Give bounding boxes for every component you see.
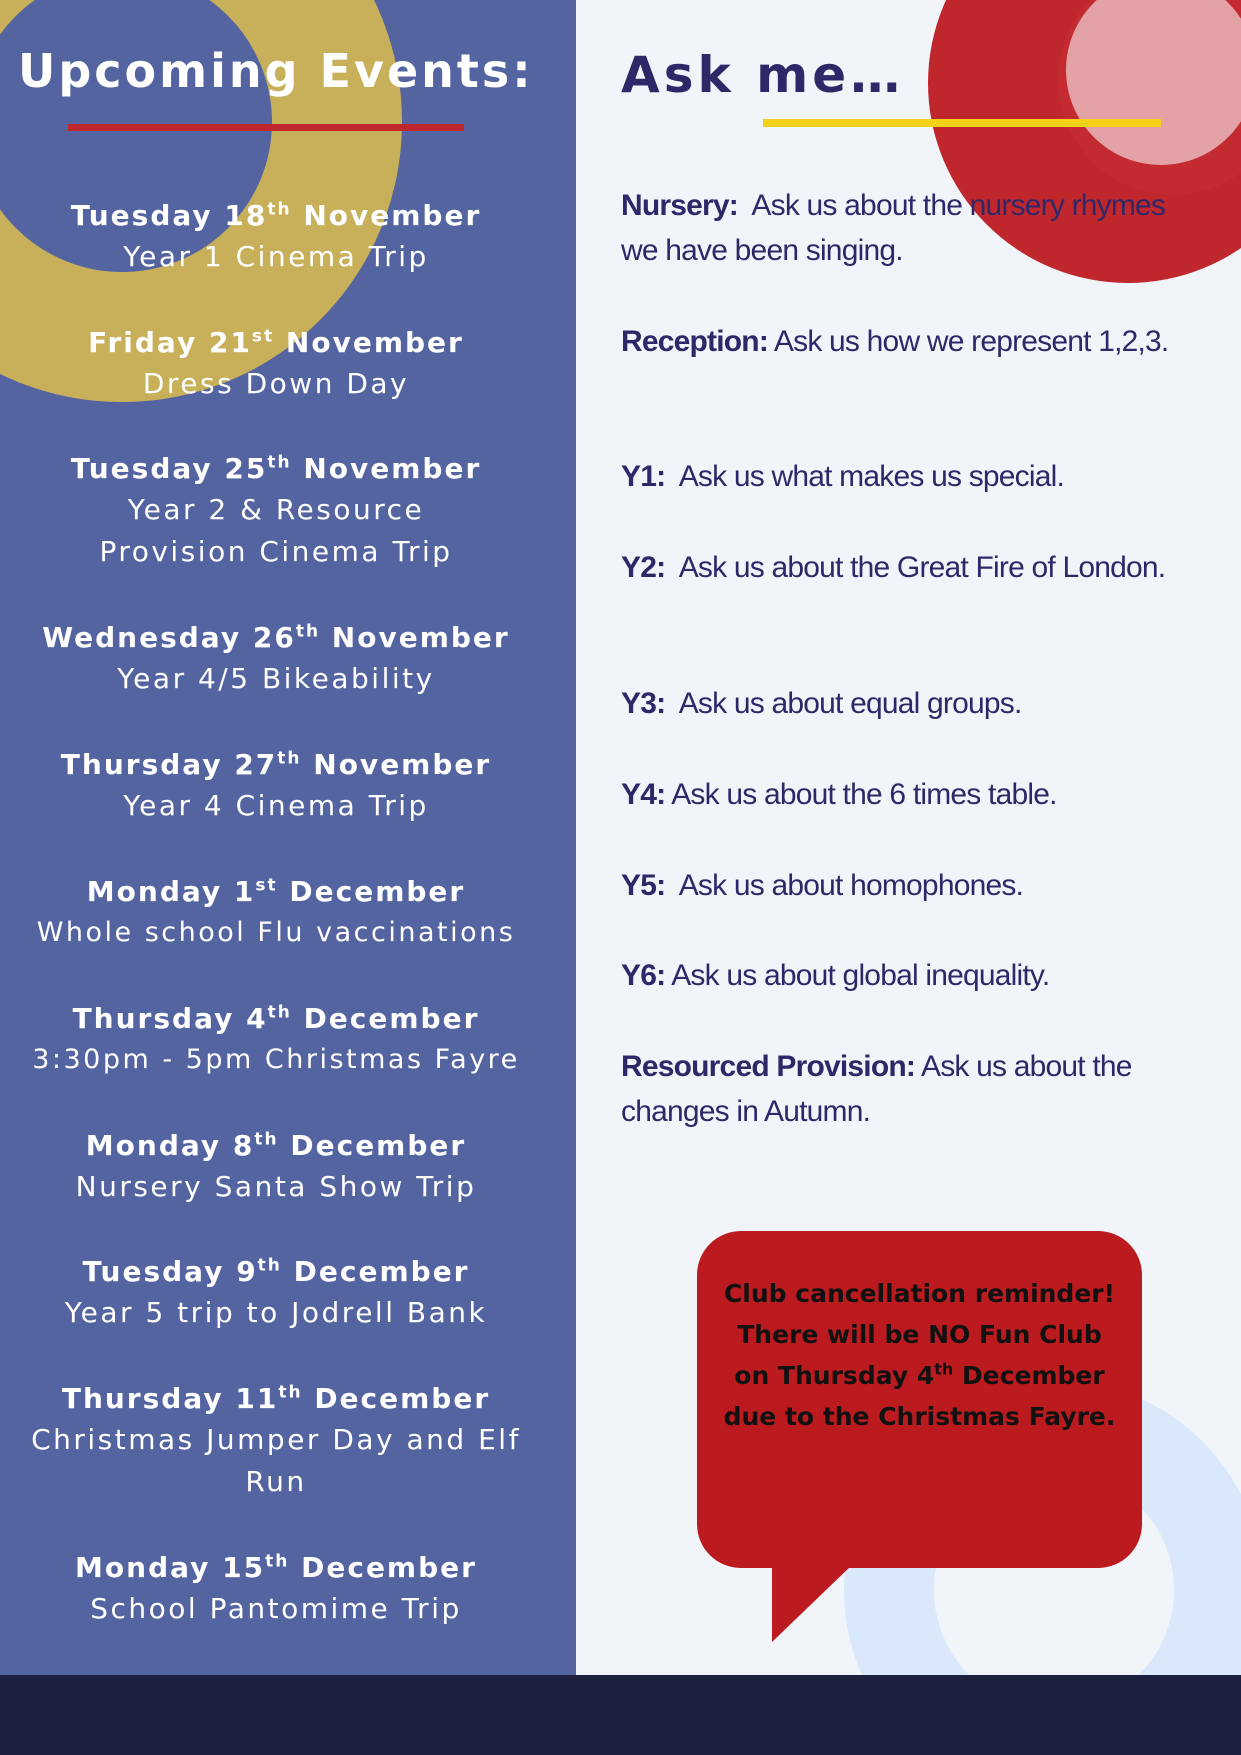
event-description: Dress Down Day [142, 367, 410, 400]
ask-item-y1: Y1: Ask us what makes us special. [621, 460, 1065, 493]
club-cancellation-bubble [697, 1231, 1142, 1568]
event-item [0, 872, 552, 954]
ask-me-panel [576, 0, 1241, 1675]
event-item [0, 1126, 552, 1208]
event-item [0, 999, 552, 1081]
event-description: 3:30pm - 5pm Christmas Fayre [32, 1044, 520, 1075]
event-date: Thursday 27th November [60, 748, 492, 781]
club-cancellation-text: Club cancellation reminder! There will be NO Fun Club on Thursday 4th December due to the Christmas Fayre. [723, 1279, 1116, 1431]
upcoming-events-panel [0, 0, 576, 1675]
title-underline [763, 119, 1161, 127]
ask-item-y3: Y3: Ask us about equal groups. [621, 687, 1022, 720]
event-date: Thursday 11th December [61, 1382, 491, 1415]
ask-item-y2: Y2: Ask us about the Great Fire of London. [621, 551, 1166, 584]
event-date: Tuesday 9th December [82, 1255, 470, 1288]
event-description: Nursery Santa Show Trip [75, 1170, 477, 1203]
event-item [0, 323, 552, 405]
event-date: Friday 21st November [88, 326, 464, 359]
event-item [0, 618, 552, 700]
event-item [0, 745, 552, 827]
event-item [0, 1252, 552, 1334]
event-date: Monday 15th December [75, 1551, 477, 1584]
event-description: Whole school Flu vaccinations [36, 917, 516, 948]
ask-item-reception: Reception: Ask us how we represent 1,2,3. [621, 325, 1169, 358]
event-description: School Pantomime Trip [90, 1592, 462, 1625]
ask-item-resourced-provision: Resourced Provision: Ask us about the changes in Autumn. [621, 1050, 1132, 1128]
ask-item-y5: Y5: Ask us about homophones. [621, 869, 1024, 902]
event-description: Year 2 & Resource Provision Cinema Trip [99, 493, 453, 568]
event-date: Wednesday 26th November [42, 621, 510, 654]
event-description: Year 5 trip to Jodrell Bank [64, 1296, 488, 1329]
event-date: Tuesday 18th November [70, 199, 482, 232]
event-item [0, 1379, 552, 1503]
ask-item-nursery: Nursery: Ask us about the nursery rhymes we have been singing. [621, 189, 1166, 267]
ask-item-y4: Y4: Ask us about the 6 times table. [621, 778, 1057, 811]
event-date: Thursday 4th December [72, 1002, 480, 1035]
event-description: Year 4/5 Bikeability [117, 662, 435, 695]
footer-bar [0, 1675, 1241, 1755]
event-date: Tuesday 25th November [70, 452, 482, 485]
event-description: Christmas Jumper Day and Elf Run [31, 1423, 521, 1498]
ask-me-title: Ask me… [621, 46, 905, 104]
event-item [0, 1548, 552, 1630]
event-item [0, 449, 552, 573]
event-description: Year 1 Cinema Trip [123, 240, 429, 273]
ask-item-y6: Y6: Ask us about global inequality. [621, 959, 1050, 992]
title-underline [68, 124, 464, 131]
event-date: Monday 1st December [86, 875, 466, 908]
speech-bubble-tail [772, 1565, 852, 1642]
event-date: Monday 8th December [85, 1129, 467, 1162]
upcoming-events-title: Upcoming Events: [18, 44, 534, 98]
event-description: Year 4 Cinema Trip [123, 789, 429, 822]
event-item [0, 196, 552, 278]
